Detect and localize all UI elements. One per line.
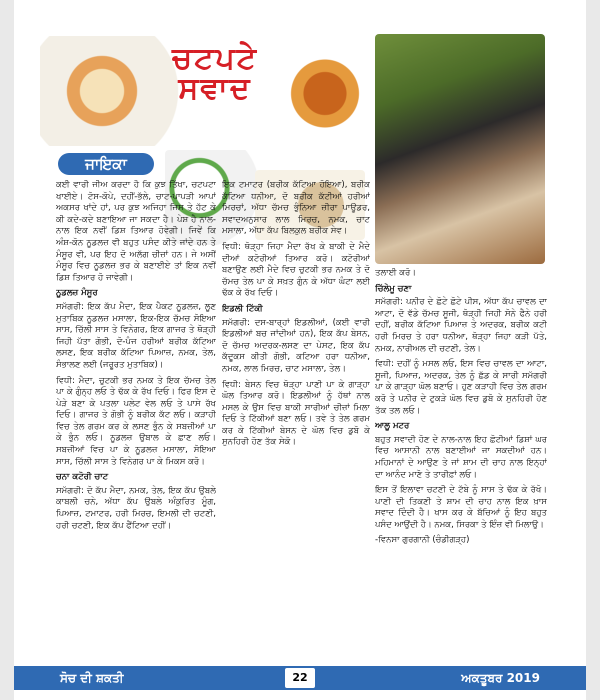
paragraph: ਵਿਧੀ: ਦਹੀਂ ਨੂੰ ਮਸਲ ਲਓ, ਇਸ ਵਿਚ ਚਾਵਲ ਦਾ ਆਟਾ, ਸੂਜੀ, ਪਿਆਜ਼, ਅਦਰਕ, ਤੇਲ ਨੂੰ ਛੱਡ ਕੇ ਸਾਰੀ ਸਮੱਗਰੀ ਪਾ ਕੇ ਗਾੜ੍ਹਾ ਘੋਲ ਬਣਾਓ। ਹੁਣ ਕੜਾਹੀ ਵਿਚ ਤੇਲ ਗਰਮ ਕਰੋ ਤੇ ਪਨੀਰ ਦੇ ਟੁਕੜੇ ਘੋਲ ਵਿਚ ਡੁਬੋ ਕੇ ਸੁਨਹਿਰੀ ਹੋਣ ਤੱਕ ਤਲ ਲਓ। <box>375 359 547 416</box>
paragraph: ਵਿਧੀ: ਥੋੜ੍ਹਾ ਜਿਹਾ ਮੈਦਾ ਰੱਖ ਕੇ ਬਾਕੀ ਦੇ ਮੈਦੇ ਦੀਆਂ ਕਟੋਰੀਆਂ ਤਿਆਰ ਕਰੋ। ਕਟੋਰੀਆਂ ਬਣਾਉਣ ਲਈ ਮੈਦੇ ਵਿਚ ਚੁਟਕੀ ਭਰ ਨਮਕ ਤੇ ਦੋ ਚੱਮਚ ਤੇਲ ਪਾ ਕੇ ਸਖ਼ਤ ਗੁੰਨ ਕੇ ਅੱਧਾ ਘੰਟਾ ਲਈ ਢੱਕ ਕੇ ਰੱਖ ਦਿਓ। <box>222 241 370 299</box>
paragraph: ਇਸ ਤੋਂ ਇਲਾਵਾ ਚਟਣੀ ਦੇ ਟੱਬੇ ਨੂੰ ਸਾਸ ਤੇ ਢੱਕ ਕੇ ਰੱਖੋ। ਪਾਣੀ ਦੀ ਤਿਕਣੀ ਤੇ ਸ਼ਾਮ ਦੀ ਚਾਹ ਨਾਲ ਇਕ ਖ਼ਾਸ ਸਵਾਦ ਦਿੰਦੀ ਹੈ। ਖਾਸ ਕਰ ਕੇ ਬੱਚਿਆਂ ਨੂੰ ਇਹ ਬਹੁਤ ਪਸੰਦ ਆਉਂਦੀ ਹੈ। ਨਮਕ, ਸਿਰਕਾ ਤੇ ਇੰਜ਼ ਵੀ ਮਿਲਾਉ। <box>375 485 547 530</box>
food-photo-fried-snacks <box>280 48 370 178</box>
page-footer <box>0 662 600 700</box>
footer-issue-date: ਅਕਤੂਬਰ 2019 <box>461 671 540 685</box>
title-line-1: ਚਟਪਟੇ <box>171 41 259 76</box>
paragraph: ਤਲਾਈ ਕਰੋ। <box>375 268 417 278</box>
paragraph: ਸਮੱਗਰੀ: ਪਨੀਰ ਦੇ ਛੋਟੇ ਛੋਟੇ ਪੀਸ, ਅੱਧਾ ਕੱਪ ਚਾਵਲ ਦਾ ਆਟਾ, ਦੋ ਵੱਡੇ ਚੱਮਚ ਸੂਜੀ, ਥੋੜ੍ਹੀ ਜਿਹੀ ਸੋਨੇ ਫੈਨੇ ਹਰੀ ਦਹੀਂ, ਬਰੀਕ ਕੱਟਿਆ ਪਿਆਜ਼ ਤੇ ਅਦਰਕ, ਬਰੀਕ ਕਟੀ ਹਰੀ ਮਿਰਚ ਤੇ ਹਰਾ ਧਨੀਆ, ਥੋੜ੍ਹਾ ਜਿਹਾ ਕੜੀ ਪੱਤੇ, ਨਮਕ, ਨਾਰੀਅਲ ਦੀ ਚਟਣੀ, ਤੇਲ। <box>375 297 547 354</box>
page-number: 22 <box>285 668 315 688</box>
paragraph: ਸਮੱਗਰੀ: ਇਕ ਕੱਪ ਮੈਦਾ, ਇਕ ਪੈਕਟ ਨੂਡਲਜ਼, ਲੂਣ ਮੁਤਾਬਿਕ ਨੂਡਲਜ਼ ਮਸਾਲਾ, ਇਕ-ਇਕ ਚੱਮਚ ਸੋਇਆ ਸਾਸ, ਚਿੱਲੀ ਸਾਸ ਤੇ ਵਿਨੇਗਰ, ਇਕ ਗਾਜਰ ਤੇ ਥੋੜ੍ਹੀ ਜਿਹੀ ਪੱਤਾ ਗੋਭੀ, ਦੋ-ਪੰਜ ਹਰੀਆਂ ਬਰੀਕ ਕੱਟਿਆ ਲਸਣ, ਇਕ ਬਰੀਕ ਕੱਟਿਆ ਪਿਆਜ਼, ਨਮਕ, ਤੇਲ, ਸੰਭਾਲਣ ਲਈ (ਜਰੂਰਤ ਮੁਤਾਬਿਕ)। <box>56 301 216 370</box>
paragraph: ਬਹੁਤ ਸਵਾਦੀ ਹੋਣ ਦੇ ਨਾਲ-ਨਾਲ ਇਹ ਛੋਟੀਆਂ ਡਿਸ਼ਾਂ ਘਰ ਵਿਚ ਆਸਾਨੀ ਨਾਲ ਬਣਾਈਆਂ ਜਾ ਸਕਦੀਆਂ ਹਨ। ਮਹਿਮਾਨਾਂ ਦੇ ਆਉਣ ਤੇ ਜਾਂ ਸ਼ਾਮ ਦੀ ਚਾਹ ਨਾਲ ਇਨ੍ਹਾਂ ਦਾ ਆਨੰਦ ਮਾਣੋ ਤੇ ਤਾਰੀਫ਼ਾਂ ਲਓ। <box>375 434 547 480</box>
paragraph: -ਵਿਨਸਾ ਗੁਰਗਾਨੀ (ਚੰਡੀਗੜ੍ਹ) <box>375 535 470 546</box>
paragraph: ਸਮੱਗਰੀ: ਦੋ ਕੱਪ ਮੈਦਾ, ਨਮਕ, ਤੇਲ, ਇਕ ਕੱਪ ਉਬਲੇ ਕਾਬਲੀ ਚਨੇ, ਅੱਧਾ ਕੱਪ ਉਬਲੇ ਅੰਕੁਰਿਤ ਮੂੰਗ, ਪਿਆਜ਼, ਟਮਾਟਰ, ਹਰੀ ਮਿਰਚ, ਇਮਲੀ ਦੀ ਚਟਣੀ, ਹਰੀ ਚਟਣੀ, ਇਕ ਕੱਪ ਫੈਂਟਿਆ ਦਹੀਂ। <box>56 485 216 531</box>
food-photo-noodles-plate <box>375 34 545 264</box>
recipe-heading: ਚਨਾ ਕਟੋਰੀ ਚਾਟ <box>56 472 109 483</box>
recipe-heading: ਇਡਲੀ ਟਿੱਕੀ <box>222 303 263 314</box>
paragraph: ਵਿਧੀ: ਬੇਸਨ ਵਿਚ ਥੋੜ੍ਹਾ ਪਾਣੀ ਪਾ ਕੇ ਗਾੜ੍ਹਾ ਘੋਲ ਤਿਆਰ ਕਰੋ। ਇਡਲੀਆਂ ਨੂੰ ਹੱਥਾਂ ਨਾਲ ਮਸਲ ਕੇ ਉਸ ਵਿਚ ਬਾਕੀ ਸਾਰੀਆਂ ਚੀਜ਼ਾਂ ਮਿਲਾ ਦਿਓ ਤੇ ਟਿੱਕੀਆਂ ਬਣਾ ਲਓ। ਤਵੇ ਤੇ ਤੇਲ ਗਰਮ ਕਰ ਕੇ ਟਿੱਕੀਆਂ ਬੇਸਨ ਦੇ ਘੋਲ ਵਿਚ ਡੁਬੋ ਕੇ ਸੁਨਹਿਰੀ ਹੋਣ ਤੱਕ ਸੇਕੋ। <box>222 379 370 448</box>
recipe-heading: ਚਿੱਲੇਮੂ ਚਣਾ <box>375 283 412 294</box>
right-page-edge <box>586 0 600 700</box>
paragraph: ਵਿਧੀ: ਮੈਦਾ, ਚੁਟਕੀ ਭਰ ਨਮਕ ਤੇ ਇਕ ਚੱਮਚ ਤੇਲ ਪਾ ਕੇ ਗੁੰਨ੍ਹ ਲਓ ਤੇ ਢੱਕ ਕੇ ਰੱਖ ਦਿਓ। ਫਿਰ ਇਸ ਦੇ ਪੇੜੇ ਬਣਾ ਕੇ ਪਤਲਾ ਪਲੇਟ ਵੇਲ ਲਓ ਤੇ ਪਾਸੇ ਰੱਖ ਦਿਓ। ਗਾਜਰ ਤੇ ਗੋਭੀ ਨੂੰ ਬਰੀਕ ਕੱਟ ਲਓ। ਕੜਾਹੀ ਵਿਚ ਤੇਲ ਗਰਮ ਕਰ ਕੇ ਲਸਣ ਭੁੰਨ ਕੇ ਸਬਜ਼ੀਆਂ ਪਾ ਕੇ ਭੁੰਨ ਲਓ। ਨੂਡਲਜ਼ ਉਬਾਲ ਕੇ ਛਾਣ ਲਓ। ਸਬਜ਼ੀਆਂ ਵਿਚ ਪਾ ਕੇ ਨੂਡਲਜ਼ ਮਸਾਲਾ, ਸੋਇਆ ਸਾਸ, ਚਿੱਲੀ ਸਾਸ ਤੇ ਵਿਨੇਗਰ ਪਾ ਕੇ ਮਿਕਸ ਕਰੋ। <box>56 375 216 467</box>
article-title <box>160 41 270 106</box>
text-column-2 <box>222 180 370 656</box>
recipe-heading: ਨੂਡਲਜ਼ ਮੰਸੂਰ <box>56 288 98 299</box>
paragraph: ਇਕ ਟਮਾਟਰ (ਬਰੀਕ ਕੱਟਿਆ ਹੋਇਆ), ਬਰੀਕ ਕੱਟਿਆ ਧਨੀਆ, ਦੋ ਬਰੀਕ ਕੱਟੀਆਂ ਹਰੀਆਂ ਮਿਰਚਾਂ, ਅੱਧਾ ਚੱਮਚ ਭੁੰਨਿਆ ਜ਼ੀਰਾ ਪਾਊਡਰ, ਸਵਾਦਅਨੁਸਾਰ ਲਾਲ ਮਿਰਚ, ਨਮਕ, ਚਾਟ ਮਸਾਲਾ, ਅੱਧਾ ਕੱਪ ਬਿਲਕੁਲ ਬਰੀਕ ਸੇਵ। <box>222 180 370 237</box>
title-line-2: ਸਵਾਦ <box>178 71 252 106</box>
text-column-3 <box>375 268 547 656</box>
left-page-edge <box>0 0 14 700</box>
footer-magazine-name: ਸੋਚ ਦੀ ਸ਼ਕਤੀ <box>60 671 124 685</box>
paragraph: ਸਮੱਗਰੀ: ਦਸ-ਬਾਰ੍ਹਾਂ ਇਡਲੀਆਂ, (ਕਈ ਵਾਰੀ ਇਡਲੀਆਂ ਬਚ ਜਾਂਦੀਆਂ ਹਨ), ਇਕ ਕੱਪ ਬੇਸਨ, ਦੋ ਚੱਮਚ ਅਦਰਕ-ਲਸਣ ਦਾ ਪੇਸਟ, ਇਕ ਕੱਪ ਕੱਦੂਕਸ ਕੀਤੀ ਗੋਭੀ, ਕਟਿਆ ਹਰਾ ਧਨੀਆ, ਨਮਕ, ਲਾਲ ਮਿਰਚ, ਚਾਟ ਮਸਾਲਾ, ਤੇਲ। <box>222 317 370 374</box>
paragraph: ਕਈ ਵਾਰੀ ਜੀਅ ਕਰਦਾ ਹੈ ਕਿ ਕੁਝ ਤਿੱਖਾ, ਚਟਪਟਾ ਖਾਈਏ। ਟੋਸ-ਕੋਪੇ, ਦਹੀਂ-ਭੱਲੇ, ਚਾਟ-ਪਾਪੜੀ ਆਪਾਂ ਅਕਸਰ ਖਾਂਦੇ ਹਾਂ, ਪਰ ਕੁਝ ਅਜਿਹਾ ਜਿਸ ਤੇ ਹੱਟ ਕੇ ਕੀ ਕਦੇ-ਕਦੇ ਬਣਾਇਆ ਜਾ ਸਕਦਾ ਹੈ। ਪੇਸ਼ ਹੈ ਨਾਲ-ਨਾਲ ਇਕ ਨਵੀਂ ਡਿਸ਼ ਤਿਆਰ ਹੋਵੇਗੀ। ਜਿਵੇਂ ਕਿ ਅੰਸ਼-ਕੋਨ ਨੂਡਲਜ਼ ਵੀ ਬਹੁਤ ਪਸੰਦ ਕੀਤੇ ਜਾਂਦੇ ਹਨ ਤੇ ਮੰਸੂਰ ਵੀ, ਪਰ ਇਹ ਦੋ ਅਲੱਗ ਚੀਜ਼ਾਂ ਹਨ। ਜੇ ਅਸੀਂ ਮੰਸੂਰ ਵਿਚ ਨੂਡਲਜ਼ ਭਰ ਕੇ ਬਣਾਈਏ ਤਾਂ ਇਕ ਨਵੀਂ ਡਿਸ਼ ਤਿਆਰ ਹੋ ਜਾਵੇਗੀ। <box>56 180 216 283</box>
text-column-1 <box>56 180 216 656</box>
section-badge: ਜਾਇਕਾ <box>58 153 154 175</box>
recipe-heading: ਆਲੂ ਮਟਰ <box>375 421 410 432</box>
